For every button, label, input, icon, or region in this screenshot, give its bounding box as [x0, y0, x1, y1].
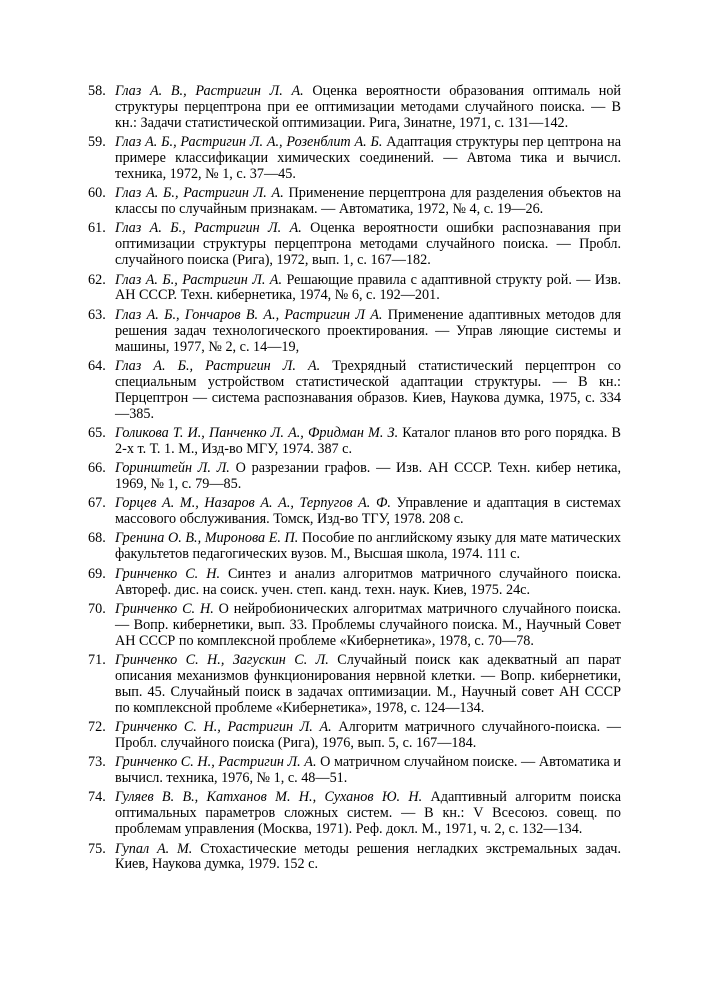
- reference-item: [88, 426, 621, 458]
- reference-text: Случайный поиск как адекватный ап парат описания механизмов функционирования нервной клетки. — Вопр. кибернетики, вып. 45. Случайный поиск в задачах оптимизации. М., Научный совет АН СССР по комплексной проблеме «Кибернетика», 1978, с. 124—134.: [115, 651, 621, 716]
- reference-text: Пособие по английскому языку для мате матических факультетов педагогических вузов. М., Высшая школа, 1974. 111 с.: [115, 530, 622, 563]
- reference-item: [88, 84, 621, 132]
- reference-number: 64.: [88, 357, 106, 374]
- reference-authors: Гринченко С. Н.: [115, 600, 214, 617]
- reference-item: [88, 531, 621, 563]
- reference-number: 69.: [88, 565, 106, 582]
- reference-item: [88, 273, 621, 305]
- reference-body: [115, 426, 621, 458]
- reference-authors: Гринченко С. Н.: [115, 565, 221, 582]
- reference-number: 62.: [88, 271, 106, 288]
- reference-item: [88, 461, 621, 493]
- reference-text: Трехрядный статистический перцептрон со специальным устройством статистической адаптации структуры. — В кн.: Перцептрон — система распознавания образов. Киев, Наукова думка, 1975, с. 334—385.: [115, 357, 621, 422]
- reference-body: [115, 790, 621, 838]
- reference-authors: Гринченко С. Н., Растригин Л. А.: [115, 754, 317, 771]
- reference-authors: Гупал А. М.: [115, 840, 193, 857]
- reference-item: [88, 186, 621, 218]
- reference-body: [115, 186, 621, 218]
- reference-text: Адаптация структуры пер цептрона на примере классификации химических соединений. — Автома тика и вычисл. техника, 1972, № 1, с. 37—45.: [115, 134, 622, 182]
- reference-authors: Глаз А. Б., Растригин Л. А., Розенблит А. Б.: [115, 134, 383, 151]
- reference-authors: Гренина О. В., Миронова Е. П.: [115, 530, 299, 547]
- reference-text: Синтез и анализ алгоритмов матричного случайного поиска. Автореф. дис. на соиск. учен. степ. канд. техн. наук. Киев, 1975. 24с.: [115, 565, 621, 598]
- reference-body: [115, 842, 621, 874]
- reference-body: [115, 308, 621, 356]
- reference-item: [88, 567, 621, 599]
- reference-item: [88, 755, 621, 787]
- reference-item: [88, 496, 621, 528]
- reference-number: 71.: [88, 651, 106, 668]
- reference-authors: Гринченко С. Н., Загускин С. Л.: [115, 651, 329, 668]
- reference-item: [88, 653, 621, 717]
- reference-number: 73.: [88, 754, 106, 771]
- reference-text: Оценка вероятности ошибки распознавания при оптимизации структуры перцептрона методами случайного поиска. — Пробл. случайного поиска (Рига), 1972, вып. 1, с. 167—182.: [115, 220, 622, 269]
- reference-body: [115, 273, 621, 305]
- reference-body: [115, 359, 621, 423]
- reference-item: [88, 308, 621, 356]
- reference-item: [88, 135, 621, 183]
- reference-text: Применение адаптивных методов для решения задач технологического проектирования. — Управ ляющие системы и машины, 1977, № 2, с. 14—19,: [115, 306, 621, 355]
- reference-number: 61.: [88, 220, 106, 237]
- reference-text: Каталог планов вто рого порядка. В 2-х т. Т. 1. М., Изд-во МГУ, 1974. 387 с.: [115, 424, 622, 457]
- reference-number: 75.: [88, 840, 106, 857]
- reference-authors: Глаз А. Б., Растригин Л. А.: [115, 185, 284, 202]
- reference-text: Адаптивный алгоритм поиска оптимальных параметров сложных систем. — В кн.: V Всесоюз. совещ. по проблемам управления (Москва, 1971). Реф. докл. М., 1971, ч. 2, с. 132—134.: [115, 789, 621, 838]
- reference-body: [115, 496, 621, 528]
- reference-authors: Глаз А. Б., Растригин Л. А.: [115, 357, 321, 374]
- reference-item: [88, 221, 621, 269]
- reference-authors: Горцев А. М., Назаров А. А., Терпугов А. Ф.: [115, 495, 391, 512]
- reference-authors: Глаз А. Б., Гончаров В. А., Растригин Л А.: [115, 306, 383, 323]
- reference-body: [115, 567, 621, 599]
- reference-list: [88, 84, 621, 877]
- reference-text: Управление и адаптация в системах массового обслуживания. Томск, Изд-во ТГУ, 1978. 208 с.: [115, 495, 621, 528]
- reference-number: 74.: [88, 789, 106, 806]
- reference-item: [88, 790, 621, 838]
- reference-body: [115, 531, 621, 563]
- reference-text: О нейробионических алгоритмах матричного случайного поиска. — Вопр. кибернетики, вып. 33. Проблемы случайного поиска. М., Научный Совет АН СССР по комплексной проблеме «Кибернетика», 1978, с. 70—78.: [115, 600, 622, 649]
- reference-number: 59.: [88, 134, 106, 151]
- reference-text: Стохастические методы решения негладких экстремальных задач. Киев, Наукова думка, 1979. 152 с.: [115, 840, 621, 873]
- reference-item: [88, 359, 621, 423]
- reference-number: 70.: [88, 600, 106, 617]
- reference-text: Решающие правила с адаптивной структу рой. — Изв. АН СССР. Техн. кибернетика, 1974, № 6, с. 192—201.: [115, 271, 622, 304]
- reference-body: [115, 221, 621, 269]
- reference-item: [88, 842, 621, 874]
- reference-authors: Гринченко С. Н., Растригин Л. А.: [115, 719, 332, 735]
- reference-text: О матричном случайном поиске. — Автоматика и вычисл. техника, 1976, № 1, с. 48—51.: [115, 754, 622, 787]
- reference-authors: Глаз А. Б., Растригин Л. А.: [115, 271, 283, 288]
- reference-number: 60.: [88, 185, 106, 202]
- reference-number: 68.: [88, 530, 106, 547]
- reference-authors: Горинштейн Л. Л.: [115, 460, 230, 477]
- reference-text: О разрезании графов. — Изв. АН СССР. Техн. кибер нетика, 1969, № 1, с. 79—85.: [115, 460, 621, 492]
- reference-body: [115, 602, 621, 650]
- reference-body: [115, 720, 621, 752]
- reference-body: [115, 755, 621, 787]
- reference-authors: Голикова Т. И., Панченко Л. А., Фридман М. З.: [115, 424, 399, 441]
- reference-number: 67.: [88, 495, 106, 512]
- reference-item: [88, 720, 621, 752]
- reference-number: 65.: [88, 424, 106, 441]
- reference-body: [115, 84, 621, 132]
- reference-number: 66.: [88, 460, 106, 477]
- reference-text: Алгоритм матричного случайного-поиска. — Пробл. случайного поиска (Рига), 1976, вып. 5, с. 167—184.: [115, 719, 621, 751]
- reference-text: Применение перцептрона для разделения объектов на классы по случайным признакам. — Автоматика, 1972, № 4, с. 19—26.: [115, 185, 622, 218]
- reference-body: [115, 653, 621, 717]
- reference-number: 63.: [88, 306, 106, 323]
- reference-number: 72.: [88, 719, 106, 735]
- reference-body: [115, 135, 621, 183]
- reference-authors: Глаз А. Б., Растригин Л. А.: [115, 220, 302, 237]
- reference-authors: Гуляев В. В., Катханов М. Н., Суханов Ю. Н.: [115, 789, 423, 806]
- reference-item: [88, 602, 621, 650]
- reference-text: Оценка вероятности образования оптималь ной структуры перцептрона при ее оптимизации методами случайного поиска. — В кн.: Задачи статистической оптимизации. Рига, Зинатне, 1971, с. 131—142.: [115, 83, 622, 131]
- reference-authors: Глаз А. В., Растригин Л. А.: [115, 83, 304, 99]
- reference-number: 58.: [88, 83, 106, 99]
- reference-body: [115, 461, 621, 493]
